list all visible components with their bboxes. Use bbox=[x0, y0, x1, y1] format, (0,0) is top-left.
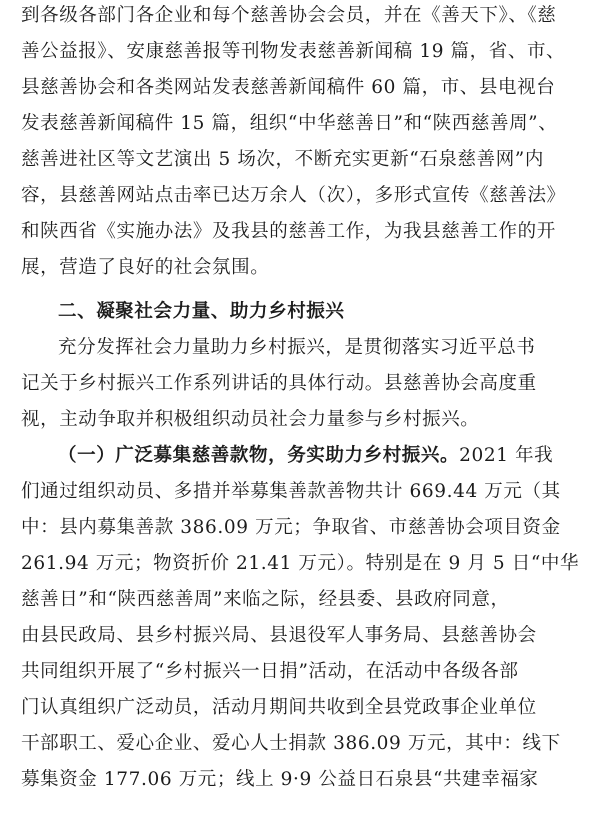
paragraph-line: 干部职工、爱心企业、爱心人士捐款 386.09 万元，其中：线下 bbox=[21, 733, 561, 754]
subheading-bold: （一）广泛募集慈善款物，务实助力乡村振兴。 bbox=[58, 445, 460, 466]
paragraph-line: 中：县内募集善款 386.09 万元；争取省、市慈善协会项目资金 bbox=[21, 517, 561, 538]
paragraph-line: 容，县慈善网站点击率已达万余人（次），多形式宣传《慈善法》 bbox=[21, 185, 566, 206]
paragraph-line: 视，主动争取并积极组织动员社会力量参与乡村振兴。 bbox=[21, 409, 480, 430]
subheading-tail: 2021 年我 bbox=[459, 445, 554, 466]
paragraph-line: 展，营造了良好的社会氛围。 bbox=[21, 257, 270, 278]
paragraph-line: 记关于乡村振兴工作系列讲话的具体行动。县慈善协会高度重 bbox=[21, 373, 537, 394]
paragraph-line: 门认真组织广泛动员，活动月期间共收到全县党政事企业单位 bbox=[21, 697, 537, 718]
paragraph-line: 发表慈善新闻稿件 15 篇，组织“中华慈善日”和“陕西慈善周”、 bbox=[21, 113, 558, 134]
paragraph-line: 善公益报》、安康慈善报等刊物发表慈善新闻稿 19 篇，省、市、 bbox=[21, 41, 566, 62]
paragraph-line: 县慈善协会和各类网站发表慈善新闻稿件 60 篇，市、县电视台 bbox=[21, 77, 556, 98]
paragraph-line: 充分发挥社会力量助力乡村振兴，是贯彻落实习近平总书 bbox=[58, 337, 536, 358]
paragraph-line: 261.94 万元；物资折价 21.41 万元）。特别是在 9 月 5 日“中华 bbox=[21, 553, 580, 574]
paragraph-line: 由县民政局、县乡村振兴局、县退役军人事务局、县慈善协会 bbox=[21, 625, 537, 646]
paragraph-line: 到各级各部门各企业和每个慈善协会会员，并在《善天下》、《慈 bbox=[21, 5, 557, 26]
section-heading: 二、凝聚社会力量、助力乡村振兴 bbox=[58, 301, 345, 322]
paragraph-line: 和陕西省《实施办法》及我县的慈善工作，为我县慈善工作的开 bbox=[21, 221, 556, 242]
paragraph-line: 共同组织开展了“乡村振兴一日捐”活动，在活动中各级各部 bbox=[21, 661, 519, 682]
paragraph-line: 们通过组织动员、多措并举募集善款善物共计 669.44 万元（其 bbox=[21, 481, 561, 502]
subheading-line bbox=[58, 438, 553, 473]
paragraph-line: 慈善日”和“陕西慈善周”来临之际，经县委、县政府同意， bbox=[21, 589, 510, 610]
paragraph-line: 慈善进社区等文艺演出 5 场次，不断充实更新“石泉慈善网”内 bbox=[21, 149, 544, 170]
paragraph-line: 募集资金 177.06 万元；线上 9·9 公益日石泉县“共建幸福家 bbox=[21, 769, 539, 790]
